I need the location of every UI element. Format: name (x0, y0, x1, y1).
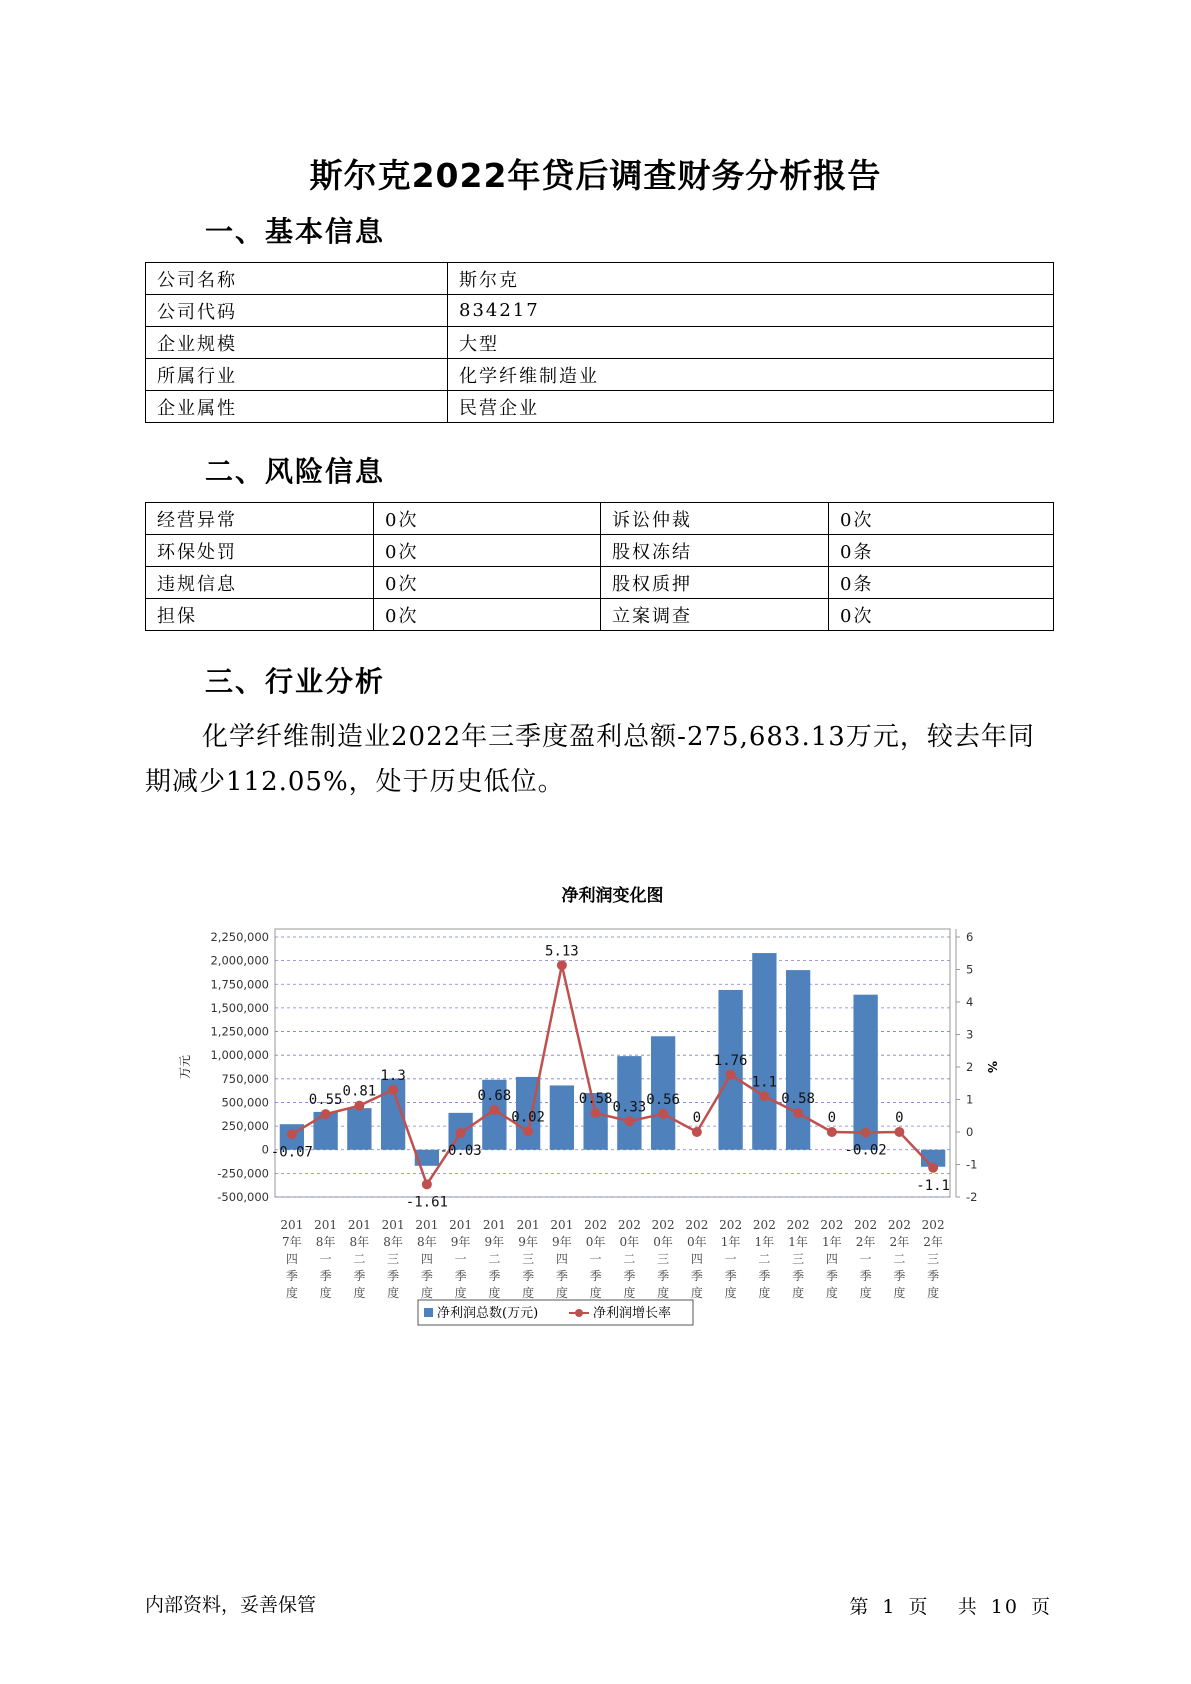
growth-data-label: -0.02 (844, 1142, 887, 1159)
page-number: 1 (882, 1596, 897, 1618)
industry-paragraph: 化学纤维制造业2022年三季度盈利总额-275,683.13万元，较去年同期减少112.05%，处于历史低位。 (145, 722, 1035, 797)
basic-info-label: 公司名称 (146, 263, 448, 295)
risk-label: 环保处罚 (146, 535, 374, 567)
growth-point (456, 1128, 466, 1138)
y-tick-label: 2,250,000 (210, 930, 269, 944)
section-heading-basic: 一、基本信息 (205, 215, 386, 248)
risk-value: 0次 (374, 567, 601, 599)
growth-point (861, 1128, 871, 1138)
risk-label: 股权冻结 (601, 535, 829, 567)
risk-label: 违规信息 (146, 567, 374, 599)
y-tick-label: 1,000,000 (210, 1048, 269, 1063)
growth-data-label: -0.07 (270, 1144, 313, 1161)
basic-info-value: 大型 (448, 327, 1054, 359)
y2-tick-label: -2 (966, 1190, 978, 1204)
total-unit: 页 (1030, 1596, 1052, 1618)
growth-data-label: 1.3 (380, 1067, 406, 1084)
x-tick-label: 201 9年一季度 (449, 1218, 473, 1300)
growth-data-label: 0.58 (781, 1091, 815, 1108)
y2-axis-label: % (985, 1060, 999, 1074)
growth-point (388, 1085, 398, 1095)
growth-data-label: 5.13 (545, 943, 579, 960)
growth-point (759, 1091, 769, 1101)
page-title: 斯尔克2022年贷后调查财务分析报告 (309, 156, 882, 195)
x-tick-label: 202 0年三季度 (651, 1218, 675, 1300)
x-tick-label: 202 2年三季度 (921, 1218, 945, 1300)
growth-point (692, 1127, 702, 1137)
page-counter (847, 1592, 1054, 1619)
growth-data-label: 0.33 (612, 1099, 647, 1116)
growth-point (591, 1108, 601, 1118)
growth-data-label: 0 (827, 1110, 837, 1126)
growth-point (422, 1179, 432, 1189)
growth-data-label: 0.02 (511, 1109, 545, 1126)
x-tick-label: 202 2年一季度 (854, 1218, 878, 1300)
growth-data-label: 0.58 (578, 1091, 613, 1108)
growth-data-label: -1.1 (916, 1177, 950, 1194)
growth-point (354, 1101, 364, 1111)
bar (786, 970, 810, 1150)
growth-point (557, 960, 567, 970)
growth-point (928, 1163, 938, 1173)
growth-data-label: 0.81 (342, 1083, 377, 1100)
growth-data-label: -0.03 (439, 1142, 482, 1159)
growth-data-label: -1.61 (405, 1194, 448, 1211)
x-tick-label: 201 8年一季度 (314, 1218, 338, 1300)
y-tick-label: 1,500,000 (210, 1000, 269, 1015)
growth-data-label: 0.56 (646, 1091, 680, 1108)
section-heading-risk: 二、风险信息 (205, 455, 386, 488)
basic-info-row (146, 263, 1054, 295)
legend-bar-swatch (424, 1308, 433, 1317)
risk-info-row (146, 567, 1054, 599)
risk-info-row (146, 599, 1054, 631)
x-tick-label: 201 7年四季度 (280, 1218, 304, 1300)
risk-info-table (145, 502, 1054, 631)
x-tick-label: 202 0年四季度 (685, 1218, 709, 1300)
x-tick-label: 202 2年二季度 (887, 1218, 911, 1300)
section-heading-industry: 三、行业分析 (205, 665, 386, 698)
x-tick-label: 202 0年一季度 (584, 1218, 608, 1300)
x-tick-label: 202 1年一季度 (719, 1218, 743, 1300)
y2-tick-label: 1 (966, 1092, 974, 1107)
basic-info-table (145, 262, 1054, 423)
risk-label: 立案调查 (601, 599, 829, 631)
y2-tick-label: 4 (966, 995, 974, 1009)
basic-info-label: 所属行业 (146, 359, 448, 391)
y-tick-label: 0 (261, 1142, 269, 1157)
risk-label: 经营异常 (146, 503, 374, 535)
growth-point (827, 1127, 837, 1137)
y-tick-label: 500,000 (221, 1095, 269, 1110)
y-tick-label: 250,000 (221, 1119, 269, 1134)
basic-info-label: 公司代码 (146, 295, 448, 327)
y2-tick-label: 3 (966, 1027, 974, 1042)
x-tick-label: 201 8年二季度 (347, 1218, 371, 1300)
risk-value: 0次 (829, 599, 1054, 631)
basic-info-value: 834217 (448, 295, 1054, 327)
growth-data-label: 1.76 (713, 1052, 748, 1069)
y2-tick-label: 5 (966, 962, 974, 977)
growth-point (658, 1109, 668, 1119)
footer-note: 内部资料，妥善保管 (145, 1594, 317, 1616)
chart-svg (175, 885, 999, 1345)
bar (550, 1085, 574, 1149)
x-tick-label: 202 0年二季度 (617, 1218, 641, 1300)
basic-info-value: 化学纤维制造业 (448, 359, 1054, 391)
basic-info-row (146, 327, 1054, 359)
growth-point (523, 1126, 533, 1136)
page-prefix: 第 (849, 1596, 871, 1618)
risk-label: 股权质押 (601, 567, 829, 599)
growth-point (793, 1108, 803, 1118)
growth-point (287, 1129, 297, 1139)
risk-info-row (146, 535, 1054, 567)
risk-info-row (146, 503, 1054, 535)
x-tick-label: 201 9年四季度 (550, 1218, 574, 1300)
risk-value: 0条 (829, 535, 1054, 567)
growth-point (894, 1127, 904, 1137)
page-unit: 页 (908, 1596, 930, 1618)
y-tick-label: -250,000 (217, 1166, 269, 1181)
chart-title: 净利润变化图 (561, 886, 664, 906)
growth-point (489, 1105, 499, 1115)
growth-point (726, 1070, 736, 1080)
y-tick-label: -500,000 (217, 1190, 269, 1204)
risk-value: 0次 (374, 599, 601, 631)
risk-value: 0次 (374, 503, 601, 535)
basic-info-row (146, 359, 1054, 391)
total-prefix: 共 (957, 1596, 979, 1618)
y-axis-label: 万元 (178, 1054, 192, 1080)
growth-point (321, 1109, 331, 1119)
basic-info-row (146, 295, 1054, 327)
y2-tick-label: 6 (966, 930, 974, 944)
y-tick-label: 2,000,000 (210, 953, 269, 968)
growth-data-label: 0.55 (308, 1092, 343, 1109)
y2-tick-label: 2 (966, 1060, 974, 1074)
y-tick-label: 1,250,000 (210, 1024, 269, 1039)
growth-data-label: 0 (692, 1110, 702, 1126)
x-tick-label: 201 9年三季度 (516, 1218, 540, 1300)
growth-data-label: 0.68 (477, 1087, 512, 1104)
x-tick-label: 201 9年二季度 (482, 1218, 506, 1300)
basic-info-label: 企业规模 (146, 327, 448, 359)
legend-line-marker (575, 1309, 583, 1317)
legend-line-label: 净利润增长率 (593, 1306, 672, 1321)
risk-label: 担保 (146, 599, 374, 631)
y-tick-label: 750,000 (221, 1071, 269, 1086)
total-number: 10 (990, 1596, 1019, 1618)
y2-tick-label: -1 (966, 1157, 978, 1172)
growth-data-label: 1.1 (751, 1074, 778, 1091)
y-tick-label: 1,750,000 (210, 977, 269, 992)
x-tick-label: 202 1年三季度 (786, 1218, 810, 1300)
legend-bar-label: 净利润总数(万元) (437, 1306, 539, 1321)
bar (853, 995, 877, 1150)
basic-info-value: 斯尔克 (448, 263, 1054, 295)
net-profit-chart (175, 885, 999, 1345)
x-tick-label: 202 1年四季度 (820, 1218, 844, 1300)
risk-value: 0次 (374, 535, 601, 567)
basic-info-row (146, 391, 1054, 423)
bar (752, 953, 776, 1150)
growth-point (624, 1116, 634, 1126)
y2-tick-label: 0 (966, 1125, 974, 1139)
bar (347, 1108, 371, 1150)
risk-value: 0条 (829, 567, 1054, 599)
x-tick-label: 201 8年三季度 (381, 1218, 405, 1300)
basic-info-value: 民营企业 (448, 391, 1054, 423)
risk-value: 0次 (829, 503, 1054, 535)
basic-info-label: 企业属性 (146, 391, 448, 423)
growth-data-label: 0 (895, 1110, 904, 1126)
x-tick-label: 202 1年二季度 (752, 1218, 776, 1300)
x-tick-label: 201 8年四季度 (415, 1218, 439, 1300)
risk-label: 诉讼仲裁 (601, 503, 829, 535)
